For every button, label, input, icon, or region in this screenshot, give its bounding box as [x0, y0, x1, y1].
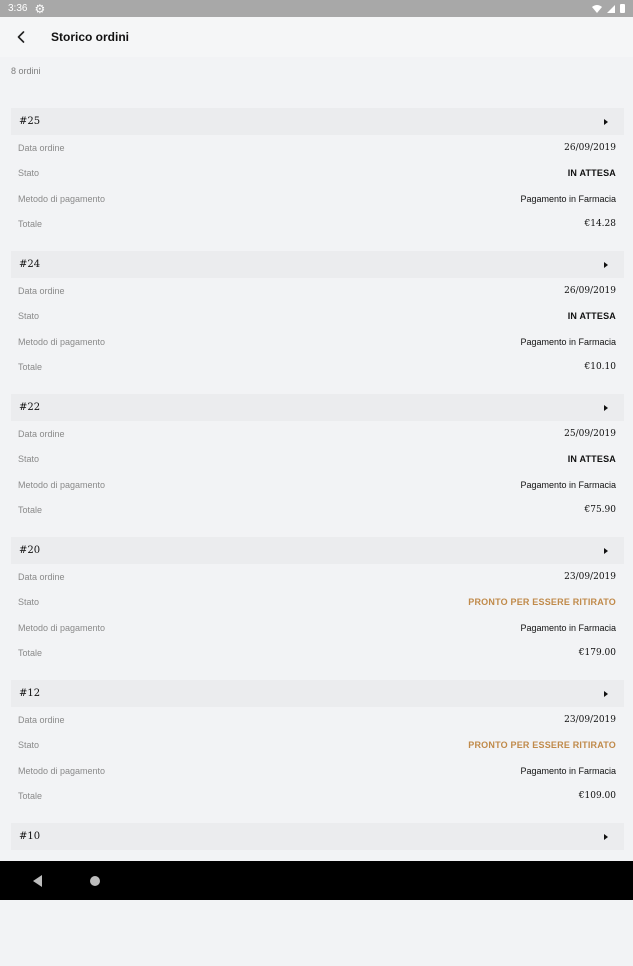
order-status-label: Stato: [18, 597, 40, 608]
order-total-row: [11, 498, 624, 524]
order-id: #10: [19, 831, 41, 842]
status-bar: [0, 0, 633, 17]
order-header[interactable]: [11, 680, 624, 707]
app-bar: [0, 17, 633, 57]
order-card: [11, 394, 624, 537]
order-date-value: 26/09/2019: [564, 142, 616, 153]
order-total-row: [11, 641, 624, 667]
order-status-row: [11, 733, 624, 759]
order-payment-row: [11, 615, 624, 641]
order-status-label: Stato: [18, 454, 40, 465]
order-status-row: [11, 304, 624, 330]
order-id: #22: [19, 402, 41, 413]
order-status-row: [11, 447, 624, 473]
order-payment-row: [11, 472, 624, 498]
order-status-value: PRONTO PER ESSERE RITIRATO: [468, 740, 616, 751]
back-button[interactable]: [12, 28, 30, 46]
order-date-label: Data ordine: [18, 571, 65, 582]
order-total-value: €75.90: [584, 505, 616, 516]
order-total-value: €179.00: [578, 648, 616, 659]
order-payment-value: Pagamento in Farmacia: [520, 622, 616, 633]
battery-icon: [620, 4, 625, 13]
order-header[interactable]: [11, 823, 624, 850]
order-status-row: [11, 161, 624, 187]
status-right: [592, 4, 625, 13]
chevron-right-icon: [604, 262, 608, 268]
order-id: #20: [19, 545, 41, 556]
order-payment-label: Metodo di pagamento: [18, 193, 106, 204]
order-date-value: 26/09/2019: [564, 285, 616, 296]
order-card: [11, 108, 624, 251]
order-date-label: Data ordine: [18, 142, 65, 153]
order-card: [11, 251, 624, 394]
order-date-row: [11, 135, 624, 161]
order-status-row: [11, 590, 624, 616]
order-payment-value: Pagamento in Farmacia: [520, 336, 616, 347]
order-date-label: Data ordine: [18, 714, 65, 725]
order-total-value: €109.00: [578, 791, 616, 802]
order-date-row: [11, 564, 624, 590]
status-left: [8, 3, 45, 15]
order-total-value: €10.10: [584, 362, 616, 373]
order-total-row: [11, 784, 624, 810]
page-title: Storico ordini: [51, 30, 129, 44]
order-payment-value: Pagamento in Farmacia: [520, 193, 616, 204]
chevron-right-icon: [604, 834, 608, 840]
order-date-value: 25/09/2019: [564, 428, 616, 439]
order-header[interactable]: [11, 251, 624, 278]
navigation-bar: [0, 861, 633, 900]
order-card: [11, 680, 624, 823]
order-date-row: [11, 421, 624, 447]
gear-icon: ⚙: [34, 1, 46, 16]
order-id: #12: [19, 688, 41, 699]
orders-list: [11, 108, 624, 966]
chevron-right-icon: [604, 405, 608, 411]
order-date-value: 23/09/2019: [564, 714, 616, 725]
order-status-label: Stato: [18, 740, 40, 751]
order-total-label: Totale: [18, 219, 43, 230]
order-status-value: IN ATTESA: [567, 168, 616, 179]
order-date-label: Data ordine: [18, 428, 65, 439]
order-payment-label: Metodo di pagamento: [18, 336, 106, 347]
order-payment-row: [11, 329, 624, 355]
order-id: #25: [19, 116, 41, 127]
signal-icon: [607, 5, 615, 13]
order-payment-value: Pagamento in Farmacia: [520, 479, 616, 490]
order-payment-label: Metodo di pagamento: [18, 765, 106, 776]
chevron-right-icon: [604, 691, 608, 697]
order-header[interactable]: [11, 394, 624, 421]
order-date-label: Data ordine: [18, 285, 65, 296]
wifi-icon: [592, 5, 602, 13]
order-payment-label: Metodo di pagamento: [18, 479, 106, 490]
order-date-row: [11, 707, 624, 733]
order-header[interactable]: [11, 108, 624, 135]
order-status-value: IN ATTESA: [567, 311, 616, 322]
nav-home-icon[interactable]: [90, 876, 100, 886]
order-payment-label: Metodo di pagamento: [18, 622, 106, 633]
order-total-row: [11, 212, 624, 238]
order-date-value: 23/09/2019: [564, 571, 616, 582]
status-time: 3:36: [8, 3, 28, 14]
order-total-label: Totale: [18, 362, 43, 373]
orders-count: 8 ordini: [11, 66, 41, 76]
order-total-label: Totale: [18, 505, 43, 516]
chevron-left-icon: [17, 31, 25, 43]
order-header[interactable]: [11, 537, 624, 564]
order-total-row: [11, 355, 624, 381]
chevron-right-icon: [604, 548, 608, 554]
order-status-value: PRONTO PER ESSERE RITIRATO: [468, 597, 616, 608]
order-id: #24: [19, 259, 41, 270]
order-payment-row: [11, 758, 624, 784]
order-total-label: Totale: [18, 791, 43, 802]
order-status-value: IN ATTESA: [567, 454, 616, 465]
order-status-label: Stato: [18, 168, 40, 179]
order-payment-row: [11, 186, 624, 212]
chevron-right-icon: [604, 119, 608, 125]
order-card: [11, 537, 624, 680]
order-total-label: Totale: [18, 648, 43, 659]
nav-back-icon[interactable]: [33, 875, 42, 887]
order-total-value: €14.28: [584, 219, 616, 230]
order-status-label: Stato: [18, 311, 40, 322]
order-payment-value: Pagamento in Farmacia: [520, 765, 616, 776]
order-date-row: [11, 278, 624, 304]
